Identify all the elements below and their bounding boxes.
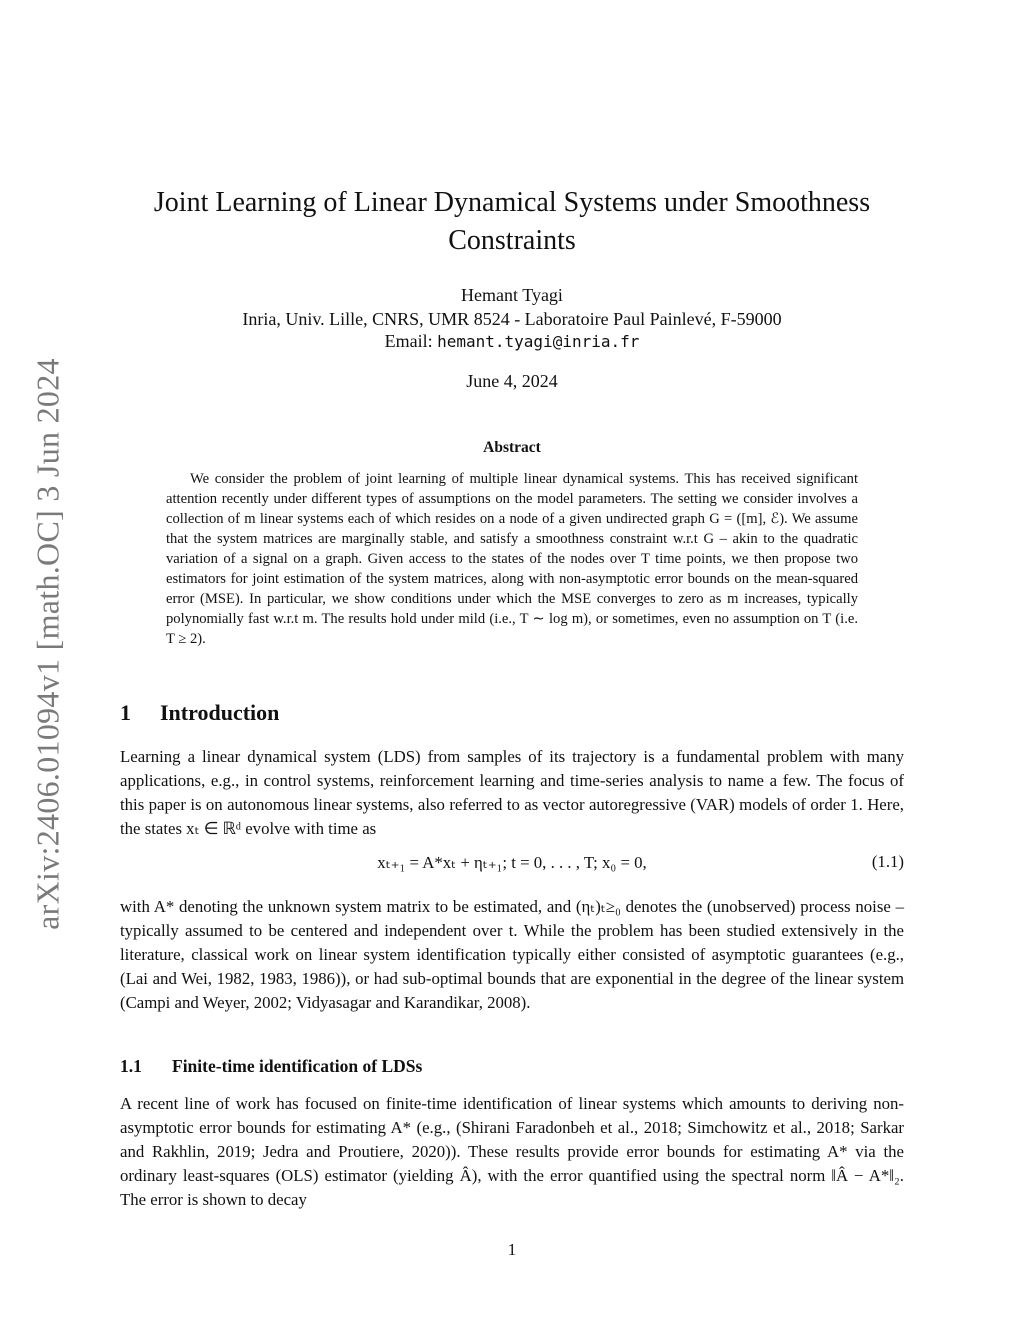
email-address: hemant.tyagi@inria.fr bbox=[437, 332, 640, 351]
section-heading-introduction bbox=[120, 700, 279, 726]
paper-date: June 4, 2024 bbox=[466, 371, 558, 391]
arxiv-identifier: arXiv:2406.01094v1 [math.OC] 3 Jun 2024 bbox=[29, 358, 66, 930]
section-title: Introduction bbox=[160, 700, 280, 725]
equation-body: xₜ₊₁ = A*xₜ + ηₜ₊₁; t = 0, . . . , T; x₀ = 0, bbox=[377, 853, 647, 872]
intro-paragraph-2: with A* denoting the unknown system matrix to be estimated, and (ηₜ)ₜ≥₀ denotes the (unobserved) process noise – typically assumed to be centered and independent over t. While the problem has been studied extensively in the literature, classical work on linear system identification typically either consisted of asymptotic guarantees (e.g., (Lai and Wei, 1982, 1983, 1986)), or had sub-optimal bounds that are exponential in the degree of the linear system (Campi and Weyer, 2002; Vidyasagar and Karandikar, 2008). bbox=[120, 897, 904, 1012]
page-number: 1 bbox=[507, 1240, 517, 1259]
author-name: Hemant Tyagi bbox=[461, 285, 563, 305]
equation-1-1 bbox=[120, 852, 904, 878]
paper-title: Joint Learning of Linear Dynamical Systems under Smoothness Constraints bbox=[153, 187, 871, 256]
abstract-heading: Abstract bbox=[483, 439, 541, 456]
author-affiliation: Inria, Univ. Lille, CNRS, UMR 8524 - Laboratoire Paul Painlevé, F-59000 bbox=[242, 309, 782, 329]
section-number: 1 bbox=[120, 700, 131, 725]
abstract-text: We consider the problem of joint learning of multiple linear dynamical systems. This has received significant attention recently under different types of assumptions on the model parameters. The setting we consider involves a collection of m linear systems each of which resides on a node of a given undirected graph G = ([m], ℰ). We assume that the system matrices are marginally stable, and satisfy a smoothness constraint w.r.t G – akin to the quadratic variation of a signal on a graph. Given access to the states of the nodes over T time points, we then propose two estimators for joint estimation of the system matrices, along with non-asymptotic error bounds on the mean-squared error (MSE). In particular, we show conditions under which the MSE converges to zero as m increases, typically polynomially fast w.r.t m. The results hold under mild (i.e., T ∼ log m), or sometimes, even no assumption on T (i.e. T ≥ 2). bbox=[166, 471, 858, 647]
subsection-number: 1.1 bbox=[120, 1056, 142, 1076]
arxiv-sidebar-stamp bbox=[28, 343, 68, 945]
intro-paragraph-1: Learning a linear dynamical system (LDS) from samples of its trajectory is a fundamental problem with many applications, e.g., in control systems, reinforcement learning and time-series analysis to name a few. The focus of this paper is on autonomous linear systems, also referred to as vector autoregressive (VAR) models of order 1. Here, the states xₜ ∈ ℝᵈ evolve with time as bbox=[120, 747, 904, 838]
email-label: Email: bbox=[384, 331, 433, 351]
subsection-heading-finite-time bbox=[120, 1056, 422, 1077]
subsection-paragraph: A recent line of work has focused on finite-time identification of linear systems which amounts to deriving non-asymptotic error bounds for estimating A* (e.g., (Shirani Faradonbeh et al., 2018; Simchowitz et al., 2018; Sarkar and Rakhlin, 2019; Jedra and Proutiere, 2020)). These results provide error bounds for estimating A* via the ordinary least-squares (OLS) estimator (yielding Â), with the error quantified using the spectral norm ‖Â − A*‖₂. The error is shown to decay bbox=[120, 1094, 904, 1209]
equation-number: (1.1) bbox=[871, 852, 904, 871]
email-line bbox=[120, 330, 904, 353]
subsection-title: Finite-time identification of LDSs bbox=[172, 1056, 423, 1076]
